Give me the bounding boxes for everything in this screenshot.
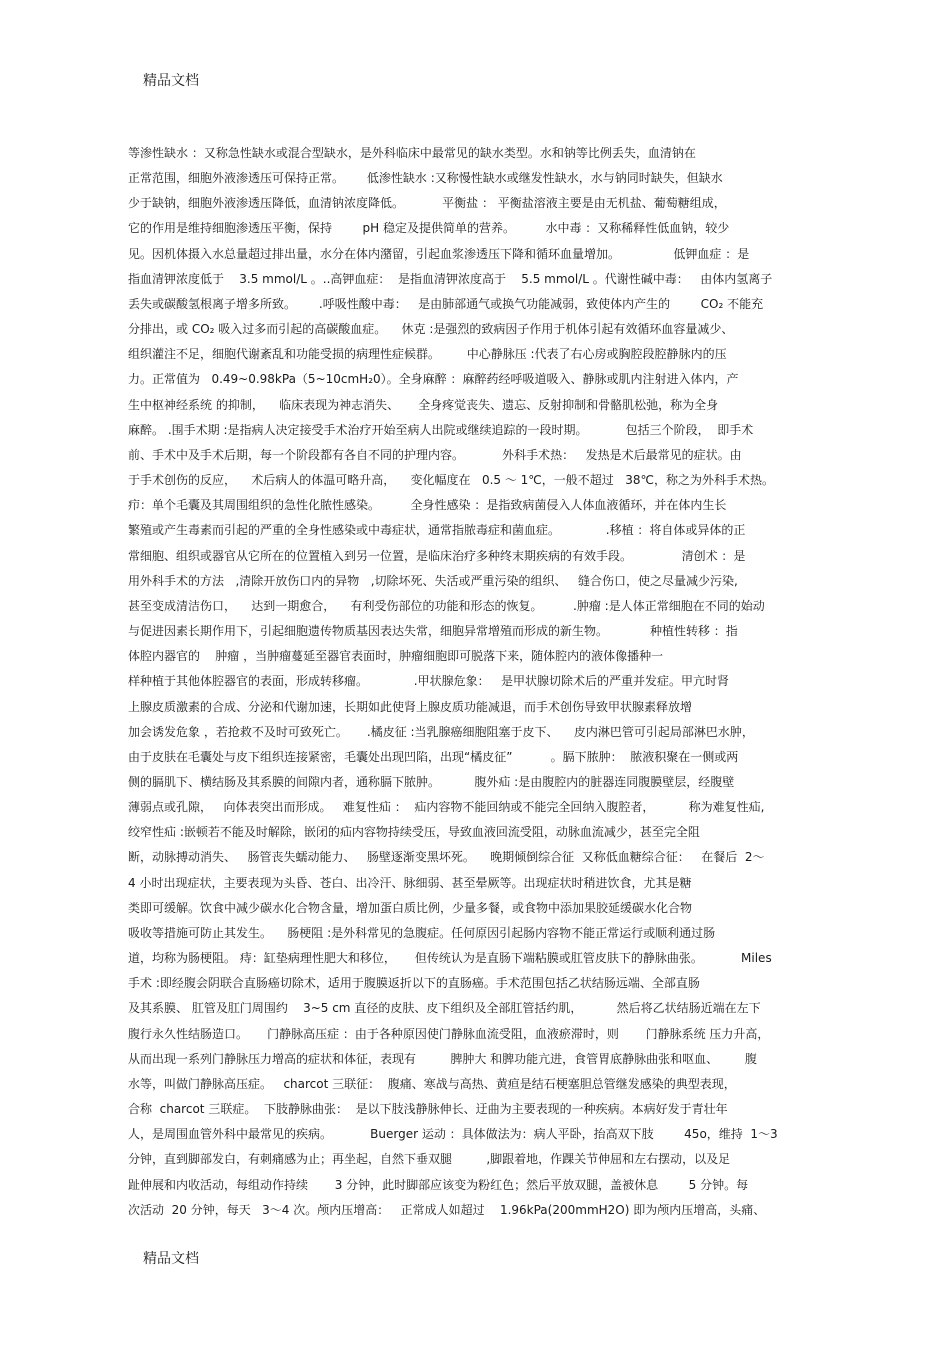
- text-line: 少于缺钠，细胞外液渗透压降低，血清钠浓度降低。 平衡盐 ： 平衡盐溶液主要是由无机盐、葡萄糖组成，: [128, 196, 726, 211]
- text-line: 手术 :即经腹会阴联合直肠癌切除术，适用于腹膜返折以下的直肠癌。手术范围包括乙状结肠远端、全部直肠: [128, 976, 700, 991]
- text-line: 薄弱点或孔隙， 向体表突出而形成。 难复性疝 ： 疝内容物不能回纳或不能完全回纳入腹腔者， 称为难复性疝,: [128, 800, 765, 815]
- text-line: 4 小时出现症状，主要表现为头昏、苍白、出冷汗、脉细弱、甚至晕厥等。出现症状时稍进饮食，尤其是糖: [128, 875, 692, 890]
- text-line: 样种植于其他体腔器官的表面，形成转移瘤。 .甲状腺危象： 是甲状腺切除术后的严重并发症。甲亢时肾: [128, 674, 730, 689]
- text-line: 丢失或碳酸氢根离子增多所致。 .呼吸性酸中毒： 是由肺部通气或换气功能减弱，致使体内产生的 CO₂ 不能充: [128, 296, 764, 311]
- text-line: 类即可缓解。饮食中减少碳水化合物含量，增加蛋白质比例，少量多餐，或食物中添加果胶延缓碳水化合物: [128, 900, 693, 915]
- text-line: 绞窄性疝 :嵌顿若不能及时解除，嵌闭的疝内容物持续受压，导致血液回流受阻，动脉血流减少，甚至完全阻: [128, 825, 700, 840]
- text-line: 于手术创伤的反应， 术后病人的体温可略升高， 变化幅度在 0.5 ～ 1℃，一般不超过 38℃，称之为外科手术热。: [128, 473, 774, 488]
- text-line: 前、手术中及手术后期，每一个阶段都有各自不同的护理内容。 外科手术热： 发热是术后最常见的症状。由: [128, 447, 742, 462]
- text-line: 从而出现一系列门静脉压力增高的症状和体征，表现有 脾肿大 和脾功能亢进，食管胃底静脉曲张和呕血、 腹: [128, 1051, 757, 1066]
- text-line: 合称 charcot 三联症。 下肢静脉曲张： 是以下肢浅静脉伸长、迂曲为主要表现的一种疾病。本病好发于青壮年: [128, 1102, 728, 1117]
- text-line: 水等，叫做门静脉高压症。 charcot 三联征： 腹痛、寒战与高热、黄疸是结石梗塞胆总管继发感染的典型表现，: [128, 1076, 736, 1091]
- text-line: 等渗性缺水 ：又称急性缺水或混合型缺水，是外科临床中最常见的缺水类型。水和钠等比例丢失，血清钠在: [128, 146, 696, 160]
- text-line: 生中枢神经系统 的抑制， 临床表现为神志消失、 全身疼觉丧失、遗忘、反射抑制和骨骼肌松弛，称为全身: [128, 397, 719, 412]
- text-line: 分排出，或 CO₂ 吸入过多而引起的高碳酸血症。 休克 :是强烈的致病因子作用于机体引起有效循环血容量减少、: [128, 322, 734, 337]
- text-line: 它的作用是维持细胞渗透压平衡，保持 pH 稳定及提供简单的营养。 水中毒 ：又称稀释性低血钠，较少: [128, 221, 730, 236]
- text-line: 用外科手术的方法 ,清除开放伤口内的异物 ,切除坏死、失活或严重污染的组织、 缝合伤口，使之尽量减少污染,: [128, 573, 738, 588]
- text-line: 甚至变成清洁伤口， 达到一期愈合， 有利受伤部位的功能和形态的恢复。 .肿瘤 :是人体正常细胞在不同的始动: [128, 598, 765, 613]
- text-line: 趾伸展和内收活动，每组动作持续 3 分钟，此时脚部应该变为粉红色；然后平放双腿，盖被休息 5 分钟。每: [128, 1177, 749, 1192]
- text-line: 上腺皮质激素的合成、分泌和代谢加速，长期如此使肾上腺皮质功能减退，而手术创伤导致甲状腺素释放增: [128, 699, 693, 714]
- text-line: 人，是周围血管外科中最常见的疾病。 Buerger 运动 ：具体做法为：病人平卧，抬高双下肢 45o，维持 1～3: [128, 1127, 778, 1142]
- text-line: 见。因机体摄入水总量超过排出量，水分在体内潴留，引起血浆渗透压下降和循环血量增加。 低钾血症 ：是: [128, 246, 750, 261]
- page-footer: 精品文档: [143, 1251, 199, 1267]
- text-line: 指血清钾浓度低于 3.5 mmol/L 。..高钾血症： 是指血清钾浓度高于 5.5 mmol/L 。代谢性碱中毒： 由体内氢离子: [128, 271, 773, 286]
- text-line: 与促进因素长期作用下，引起细胞遗传物质基因表达失常，细胞异常增殖而形成的新生物。 种植性转移 ：指: [128, 624, 738, 639]
- text-line: 麻醉。 .围手术期 :是指病人决定接受手术治疗开始至病人出院或继续追踪的一段时期。 包括三个阶段， 即手术: [128, 422, 754, 437]
- text-line: 力。正常值为 0.49~0.98kPa（5~10cmH₂0）。全身麻醉 ：麻醉药经呼吸道吸入、静脉或肌内注射进入体内，产: [128, 372, 739, 387]
- page-header: 精品文档: [143, 73, 199, 89]
- text-line: 疖：单个毛囊及其周围组织的急性化脓性感染。 全身性感染 ：是指致病菌侵入人体血液循环，并在体内生长: [128, 498, 727, 513]
- text-line: 正常范围，细胞外液渗透压可保持正常。 低渗性缺水 :又称慢性缺水或继发性缺水，水与钠同时缺失，但缺水: [128, 171, 723, 186]
- text-line: 次活动 20 分钟，每天 3～4 次。颅内压增高： 正常成人如超过 1.96kPa(200mmH2O) 即为颅内压增高，头痛、: [128, 1202, 766, 1217]
- text-line: 侧的膈肌下、横结肠及其系膜的间隙内者，通称膈下脓肿。 腹外疝 :是由腹腔内的脏器连同腹膜壁层，经腹壁: [128, 775, 735, 789]
- text-line: 道，均称为肠梗阻。 痔：缸垫病理性肥大和移位， 但传统认为是直肠下端粘膜或肛管皮肤下的静脉曲张。 Miles: [128, 951, 772, 966]
- text-line: 吸收等措施可防止其发生。 肠梗阻 :是外科常见的急腹症。任何原因引起肠内容物不能正常运行或顺利通过肠: [128, 925, 716, 940]
- text-line: 组织灌注不足，细胞代谢紊乱和功能受损的病理性症候群。 中心静脉压 :代表了右心房或胸腔段腔静脉内的压: [128, 347, 727, 362]
- text-line: 繁殖或产生毒素而引起的严重的全身性感染或中毒症状，通常指脓毒症和菌血症。 .移植 ：将自体或异体的正: [128, 523, 746, 538]
- text-line: 分钟，直到脚部发白，有刺痛感为止；再坐起，自然下垂双腿 ,脚跟着地，作踝关节伸屈和左右摆动，以及足: [128, 1152, 731, 1167]
- text-line: 由于皮肤在毛囊处与皮下组织连接紧密，毛囊处出现凹陷，出现“橘皮征” 。膈下脓肿： 脓液积聚在一侧或两: [128, 749, 739, 764]
- text-line: 常细胞、组织或器官从它所在的位置植入到另一位置，是临床治疗多种终末期疾病的有效手段。 清创术 ：是: [128, 548, 746, 563]
- text-line: 断，动脉搏动消失、 肠管丧失蠕动能力、 肠壁逐渐变黑坏死。 晚期倾倒综合征 又称低血糖综合征： 在餐后 2～: [128, 850, 765, 865]
- text-line: 腹行永久性结肠造口。 门静脉高压症 ：由于各种原因使门静脉血流受阻，血液瘀滞时，则 门静脉系统 压力升高，: [128, 1026, 770, 1041]
- text-line: 加会诱发危象 ，若抢救不及时可致死亡。 .橘皮征 :当乳腺癌细胞阻塞于皮下、 皮内淋巴管可引起局部淋巴水肿，: [128, 724, 754, 739]
- text-line: 体腔内器官的 肿瘤 ，当肿瘤蔓延至器官表面时，肿瘤细胞即可脱落下来，随体腔内的液体像播种一: [128, 649, 664, 664]
- text-line: 及其系膜、 肛管及肛门周围约 3~5 cm 直径的皮肤、皮下组织及全部肛管括约肌， 然后将乙状结肠近端在左下: [128, 1001, 761, 1016]
